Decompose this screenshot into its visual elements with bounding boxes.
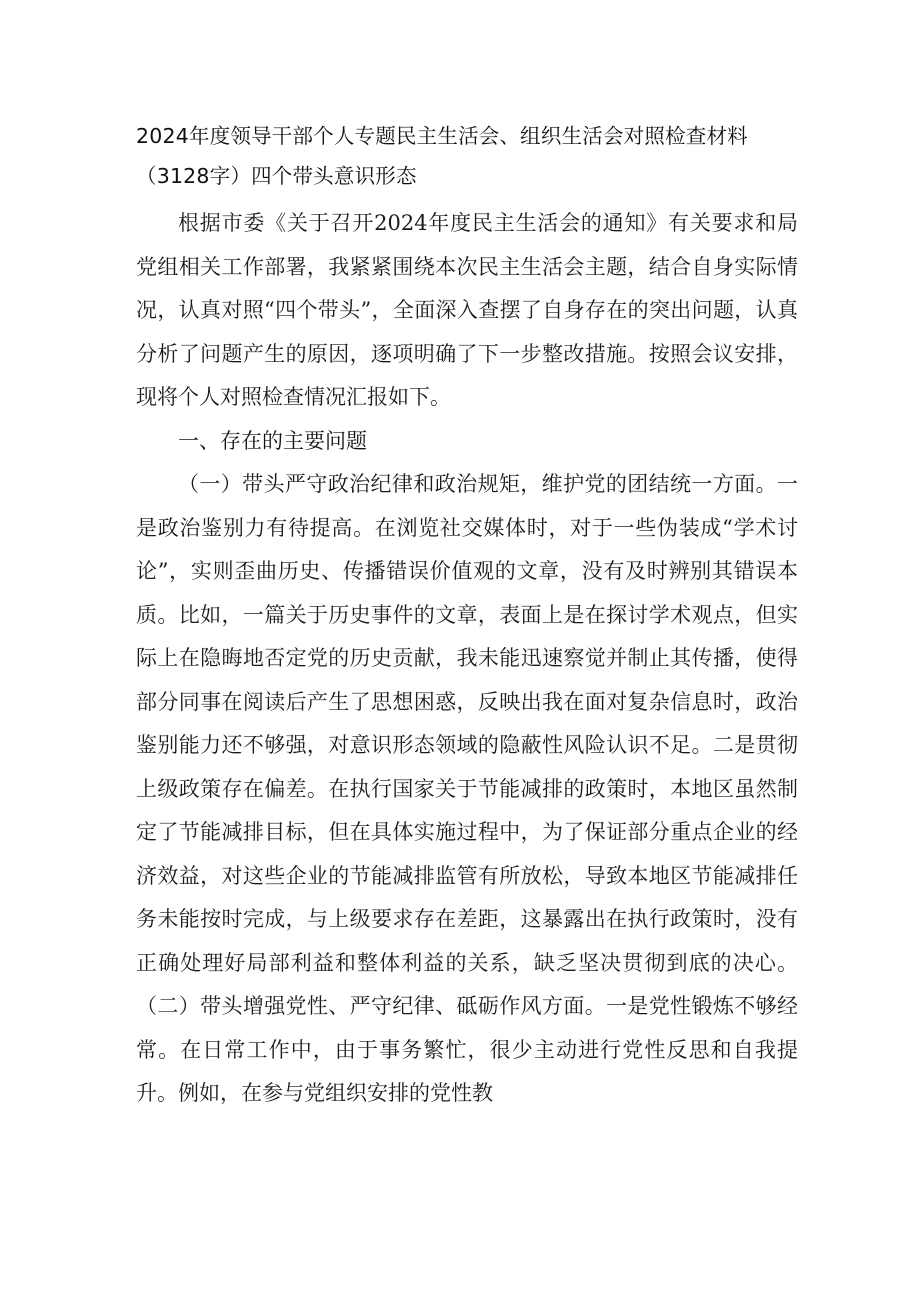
section-heading: 一、存在的主要问题 <box>178 428 367 453</box>
document-title: 2024年度领导干部个人专题民主生活会、组织生活会对照检查材料（3128字）四个带头意识形态 <box>136 124 748 188</box>
document-body <box>136 202 798 1116</box>
intro-paragraph: 根据市委《关于召开2024年度民主生活会的通知》有关要求和局党组相关工作部署，我紧紧围绕本次民主生活会主题，结合自身实际情况，认真对照“四个带头”，全面深入查摆了自身存在的突出问题，认真分析了问题产生的原因，逐项明确了下一步整改措施。按照会议安排，现将个人对照检查情况汇报如下。 <box>136 211 798 409</box>
body-paragraph: （一）带头严守政治纪律和政治规矩，维护党的团结统一方面。一是政治鉴别力有待提高。在浏览社交媒体时，对于一些伪装成“学术讨论”，实则歪曲历史、传播错误价值观的文章，没有及时辨别其错误本质。比如，一篇关于历史事件的文章，表面上是在探讨学术观点，但实际上在隐晦地否定党的历史贡献，我未能迅速察觉并制止其传播，使得部分同事在阅读后产生了思想困惑，反映出我在面对复杂信息时，政治鉴别能力还不够强，对意识形态领域的隐蔽性风险认识不足。二是贯彻上级政策存在偏差。在执行国家关于节能减排的政策时，本地区虽然制定了节能减排目标，但在具体实施过程中，为了保证部分重点企业的经济效益，对这些企业的节能减排监管有所放松，导致本地区节能减排任务未能按时完成，与上级要求存在差距，这暴露出在执行政策时，没有正确处理好局部利益和整体利益的关系，缺乏坚决贯彻到底的决心。（二）带头增强党性、严守纪律、砥砺作风方面。一是党性锻炼不够经常。在日常工作中，由于事务繁忙，很少主动进行党性反思和自我提升。例如，在参与党组织安排的党性教 <box>136 472 798 1105</box>
